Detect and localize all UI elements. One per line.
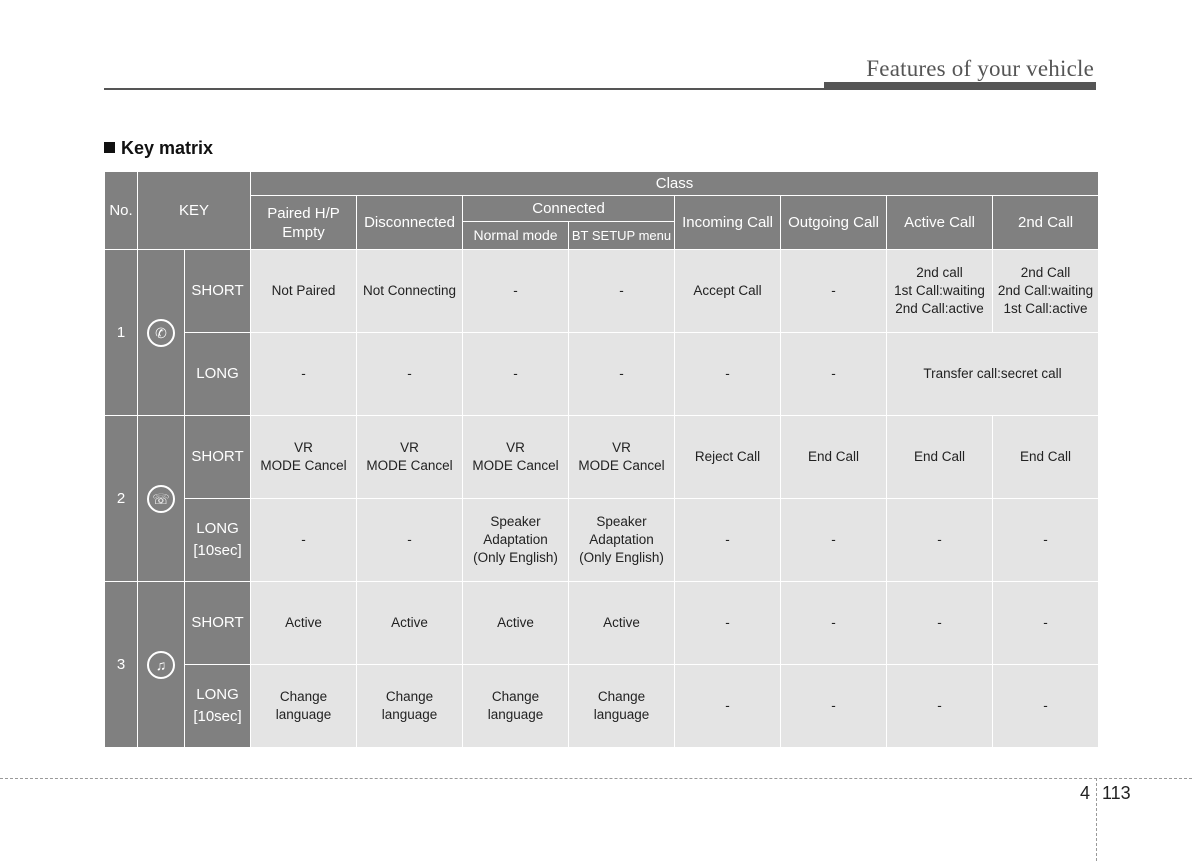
row-number: 3: [105, 582, 138, 748]
call-end-icon: ☏: [147, 485, 175, 513]
cell: VR MODE Cancel: [463, 416, 569, 499]
header-bt-setup-menu: BT SETUP menu: [569, 222, 675, 250]
header-key: KEY: [138, 172, 251, 250]
cell: -: [887, 665, 993, 748]
cell: 2nd Call 2nd Call:waiting 1st Call:active: [993, 250, 1099, 333]
header-incoming-call: Incoming Call: [675, 196, 781, 250]
cell: Change language: [357, 665, 463, 748]
cell: End Call: [781, 416, 887, 499]
cell: -: [993, 499, 1099, 582]
header-paired-hp-empty: Paired H/P Empty: [251, 196, 357, 250]
cell: -: [569, 250, 675, 333]
cell: End Call: [993, 416, 1099, 499]
merged-cell: Transfer call:secret call: [887, 333, 1099, 416]
cell: Active: [251, 582, 357, 665]
section-title: Key matrix: [121, 138, 214, 158]
cell: VR MODE Cancel: [357, 416, 463, 499]
section-heading: [104, 138, 213, 159]
voice-recognition-icon: ♫: [147, 651, 175, 679]
cell: -: [357, 499, 463, 582]
chapter-number: 4: [1080, 783, 1091, 803]
cell: Speaker Adaptation (Only English): [463, 499, 569, 582]
footer-divider: [0, 778, 1192, 779]
cell: -: [675, 665, 781, 748]
row-number: 2: [105, 416, 138, 582]
header-bar: [824, 82, 1096, 90]
cell: -: [569, 333, 675, 416]
press-type-short: SHORT: [185, 582, 251, 665]
footer-vertical-divider: [1096, 778, 1097, 861]
cell: -: [781, 582, 887, 665]
header-normal-mode: Normal mode: [463, 222, 569, 250]
cell: -: [251, 333, 357, 416]
cell: -: [463, 333, 569, 416]
cell: -: [887, 582, 993, 665]
header-outgoing-call: Outgoing Call: [781, 196, 887, 250]
call-answer-icon: ✆: [147, 319, 175, 347]
cell: VR MODE Cancel: [569, 416, 675, 499]
header-class: Class: [251, 172, 1099, 196]
key-icon-cell: [138, 582, 185, 748]
cell: Reject Call: [675, 416, 781, 499]
cell: -: [781, 665, 887, 748]
cell: Not Connecting: [357, 250, 463, 333]
page-number: 113: [1102, 783, 1131, 803]
square-bullet-icon: [104, 142, 115, 153]
cell: -: [675, 582, 781, 665]
key-icon-cell: [138, 250, 185, 416]
header-active-call: Active Call: [887, 196, 993, 250]
header-disconnected: Disconnected: [357, 196, 463, 250]
cell: Change language: [251, 665, 357, 748]
cell: -: [675, 333, 781, 416]
cell: -: [993, 582, 1099, 665]
cell: -: [463, 250, 569, 333]
header-rule: [104, 88, 824, 90]
cell: Active: [463, 582, 569, 665]
press-type-short: SHORT: [185, 416, 251, 499]
cell: Speaker Adaptation (Only English): [569, 499, 675, 582]
header-connected: Connected: [463, 196, 675, 222]
page-header-title: Features of your vehicle: [866, 56, 1094, 81]
cell: -: [675, 499, 781, 582]
cell: Accept Call: [675, 250, 781, 333]
cell: Active: [357, 582, 463, 665]
header-no: No.: [105, 172, 138, 250]
cell: End Call: [887, 416, 993, 499]
cell: Change language: [569, 665, 675, 748]
press-type-short: SHORT: [185, 250, 251, 333]
cell: -: [993, 665, 1099, 748]
cell: -: [781, 499, 887, 582]
press-type-long: LONG [10sec]: [185, 665, 251, 748]
cell: VR MODE Cancel: [251, 416, 357, 499]
cell: -: [781, 250, 887, 333]
cell: -: [781, 333, 887, 416]
cell: Change language: [463, 665, 569, 748]
header-2nd-call: 2nd Call: [993, 196, 1099, 250]
cell: 2nd call 1st Call:waiting 2nd Call:active: [887, 250, 993, 333]
press-type-long: LONG [10sec]: [185, 499, 251, 582]
cell: -: [357, 333, 463, 416]
cell: -: [887, 499, 993, 582]
cell: -: [251, 499, 357, 582]
cell: Active: [569, 582, 675, 665]
cell: Not Paired: [251, 250, 357, 333]
key-matrix-table: [104, 171, 1099, 748]
press-type-long: LONG: [185, 333, 251, 416]
key-icon-cell: [138, 416, 185, 582]
row-number: 1: [105, 250, 138, 416]
